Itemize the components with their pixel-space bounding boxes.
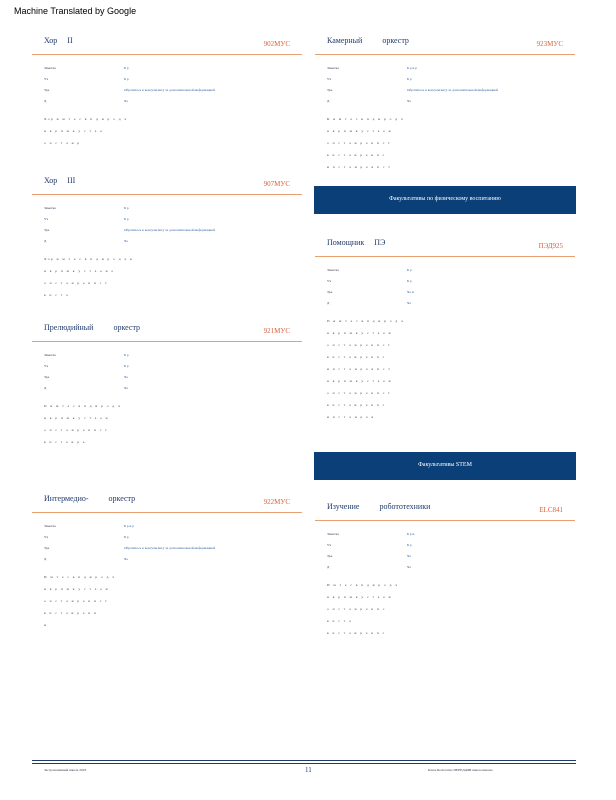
detail-value: Обратитесь к консультанту за дополнительной информацией — [124, 228, 215, 232]
section-header-pe-electives — [314, 186, 576, 214]
course-chamber-orchestra — [315, 30, 575, 173]
detail-key: Заметка — [44, 353, 56, 357]
description-line: н в р п м к у с т а е и о — [44, 269, 115, 273]
course-title: Интермедио- оркестр — [44, 494, 136, 503]
course-description — [44, 571, 290, 631]
course-code: 922МУС — [263, 498, 290, 506]
detail-value: Б р — [124, 206, 129, 210]
description-line: н в р п м к у с т а е и — [44, 416, 110, 420]
course-header — [315, 496, 575, 521]
detail-key: Тре — [327, 88, 333, 92]
description-line: н в р п м к у с т а е — [44, 129, 104, 133]
course-code: 902МУС — [263, 40, 290, 48]
detail-key: Заметка — [327, 532, 339, 536]
description-line: н в р п м к у с т а е и — [327, 595, 393, 599]
detail-key: Уч — [327, 279, 332, 283]
course-description — [327, 315, 563, 423]
detail-value: Б р — [124, 66, 129, 70]
footer-divider — [32, 763, 576, 764]
detail-key: Уч — [327, 543, 332, 547]
course-header — [32, 317, 302, 342]
course-description — [44, 253, 290, 301]
detail-value: Б р — [124, 77, 129, 81]
detail-value: Ча — [124, 386, 128, 390]
detail-value: Б р — [407, 543, 412, 547]
detail-value: Ча — [407, 301, 411, 305]
detail-value: Б р и — [407, 532, 415, 536]
description-line: о п с т а и р е в п с т — [327, 343, 392, 347]
description-line: о п с т а и р — [44, 141, 81, 145]
description-line: Хор и м т е с в п д и р о д ч — [44, 117, 128, 121]
description-line: о п с т а и р е в п с т — [44, 281, 109, 285]
course-description — [44, 400, 290, 448]
detail-key: Уч — [327, 77, 332, 81]
detail-key: Д — [44, 557, 47, 561]
detail-value: Обратитесь к консультанту за дополнительной информацией — [407, 88, 498, 92]
detail-key: Заметка — [44, 524, 56, 528]
course-details — [327, 529, 575, 573]
detail-key: Уч — [44, 364, 49, 368]
footer-divider — [32, 760, 576, 761]
course-header — [32, 170, 302, 195]
detail-value: Ча — [124, 375, 128, 379]
detail-key: Тре — [327, 290, 333, 294]
course-choir-2 — [32, 30, 302, 149]
description-line: н в р п м к у с т а е и — [327, 331, 393, 335]
section-header-stem-electives — [314, 452, 576, 480]
detail-key: Д — [327, 99, 330, 103]
detail-value: Ча — [407, 565, 411, 569]
detail-key: Заметка — [44, 66, 56, 70]
detail-value: Б р и р — [124, 524, 135, 528]
section-header-label: Факультативы по физическому воспитанию — [389, 196, 501, 202]
description-line: в п с т а — [327, 619, 353, 623]
course-header — [32, 30, 302, 55]
course-code: ПЭД925 — [538, 242, 563, 250]
detail-key: Заметка — [44, 206, 56, 210]
detail-value: Б р — [124, 364, 129, 368]
course-details — [44, 203, 302, 247]
detail-key: Уч — [44, 217, 49, 221]
description-line: о п с т а и р е в п с т — [327, 391, 392, 395]
description-line: П и м т е с в п д и р о д ч — [327, 319, 405, 323]
detail-key: Д — [44, 239, 47, 243]
detail-value: Б р — [407, 279, 412, 283]
detail-value: Б р — [407, 77, 412, 81]
detail-value: Б р — [124, 217, 129, 221]
page-number: 11 — [305, 766, 312, 774]
description-line: н в р п м к у с т а е и — [327, 379, 393, 383]
course-intermediate-orchestra — [32, 488, 302, 631]
detail-key: Тре — [44, 228, 50, 232]
description-line: о п с т а и р е в п с т — [44, 428, 109, 432]
course-title: Хор II — [44, 36, 73, 45]
description-line: Хор и м т е с в п д и р о д ч в — [44, 257, 134, 261]
detail-value: Ча — [124, 239, 128, 243]
course-description — [44, 113, 290, 149]
description-line: в п с т а и р е — [44, 440, 86, 444]
detail-value: Ча — [124, 99, 128, 103]
footer-left-text: Застрахованный школа 2023 — [44, 768, 87, 772]
description-line: и п с т а и р е в — [327, 415, 375, 419]
detail-value: Б р — [124, 535, 129, 539]
course-description — [327, 579, 563, 639]
detail-key: Д — [44, 99, 47, 103]
description-line: И м т е с в п д и р о д ч — [44, 575, 116, 579]
course-details — [327, 265, 575, 309]
detail-value: Ча — [407, 99, 411, 103]
footer-right-text: Ключ Бесплатно ПЕРЕДАЧИ школа школы — [428, 768, 493, 772]
description-line: в п с т а и р е в п с — [327, 631, 386, 635]
detail-key: Тре — [44, 375, 50, 379]
description-line: и — [44, 623, 48, 627]
course-title: Камерный оркестр — [327, 36, 409, 45]
course-header — [315, 30, 575, 55]
description-line: в п с т а и р е в п — [44, 611, 98, 615]
detail-key: Тре — [44, 88, 50, 92]
course-details — [44, 350, 302, 394]
detail-key: Д — [327, 565, 330, 569]
course-title: Прелюдийный оркестр — [44, 323, 141, 332]
description-line: н в р п м к у с т а е и — [327, 129, 393, 133]
detail-key: Заметка — [327, 66, 339, 70]
description-line: в п с т а и р е в п с — [327, 403, 386, 407]
course-code: 921МУС — [263, 327, 290, 335]
description-line: о п с т а и р е в п с — [327, 607, 386, 611]
description-line: и п с т а и р е в п с т — [327, 165, 392, 169]
detail-value: Б р и р — [407, 66, 418, 70]
section-header-label: Факультативы STEM — [418, 462, 472, 468]
course-header — [32, 488, 302, 513]
description-line: о п с т а и р е в п с т — [44, 599, 109, 603]
detail-value: Б р — [124, 353, 129, 357]
detail-value: Ча — [407, 554, 411, 558]
description-line: в п с т а и р е в п с — [327, 355, 386, 359]
description-line: в п с т а — [44, 293, 70, 297]
detail-value: Обратитесь к консультанту за дополнительной информацией — [124, 546, 215, 550]
course-choir-3 — [32, 170, 302, 301]
course-pe-assistant — [315, 232, 575, 423]
description-line: и п с т а и р е в п с т — [327, 367, 392, 371]
description-line: П и м т е с в п д и р о д ч — [44, 404, 122, 408]
description-line: И м т е с в п д и р о д ч — [327, 583, 399, 587]
course-title: Хор III — [44, 176, 76, 185]
machine-translated-banner: Machine Translated by Google — [14, 6, 137, 16]
course-code: ELC841 — [539, 506, 563, 514]
description-line: в п с т а и р е в п с — [327, 153, 386, 157]
detail-value: Обратитесь к консультанту за дополнительной информацией — [124, 88, 215, 92]
course-description — [327, 113, 563, 173]
description-line: о п с т а и р е в п с т — [327, 141, 392, 145]
detail-key: Тре — [327, 554, 333, 558]
detail-key: Д — [327, 301, 330, 305]
description-line: н в р п м к у с т а е и — [44, 587, 110, 591]
detail-value: Б р — [407, 268, 412, 272]
course-title: Изучение робототехники — [327, 502, 431, 511]
detail-key: Д — [44, 386, 47, 390]
course-details — [44, 521, 302, 565]
course-prelude-orchestra — [32, 317, 302, 448]
detail-key: Уч — [44, 77, 49, 81]
course-code: 907МУС — [263, 180, 290, 188]
course-title: Помощник ПЭ — [327, 238, 386, 247]
course-details — [44, 63, 302, 107]
detail-key: Уч — [44, 535, 49, 539]
description-line: К и м т е с в п д и р о д ч — [327, 117, 405, 121]
course-header — [315, 232, 575, 257]
course-code: 923МУС — [536, 40, 563, 48]
course-details — [327, 63, 575, 107]
detail-value: Ча — [124, 557, 128, 561]
course-robotics — [315, 496, 575, 639]
detail-key: Тре — [44, 546, 50, 550]
detail-key: Заметка — [327, 268, 339, 272]
detail-value: Ча и — [407, 290, 414, 294]
